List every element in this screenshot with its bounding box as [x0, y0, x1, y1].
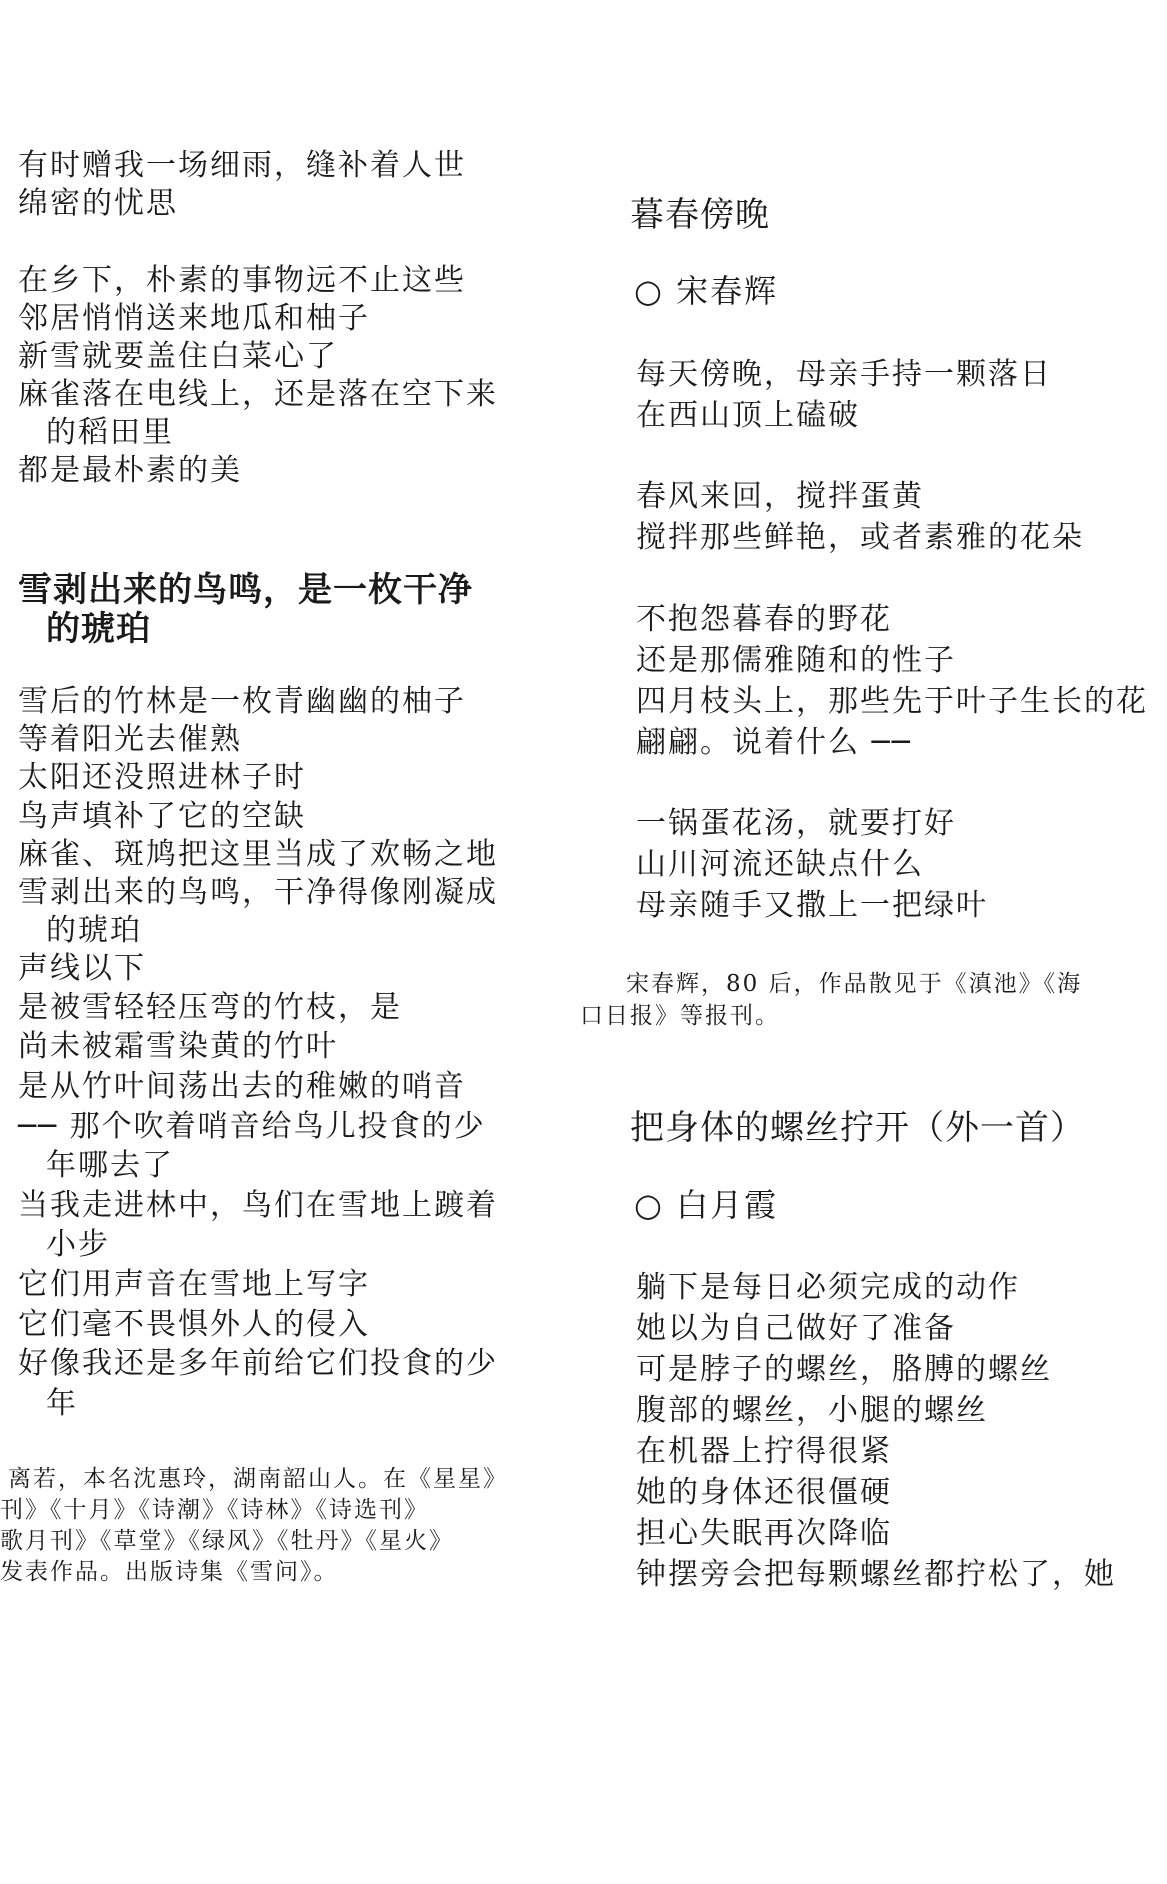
- poem-line: 担心失眠再次降临: [636, 1516, 892, 1551]
- poem-title: 暮春傍晚: [630, 195, 770, 235]
- author-bio: 离若，本名沈惠玲，湖南韶山人。在《星星》: [8, 1466, 508, 1492]
- poem-line: 躺下是每日必须完成的动作: [636, 1270, 1020, 1305]
- poem-title: 的琥珀: [46, 609, 151, 649]
- poem-line: 麻雀、斑鸠把这里当成了欢畅之地: [18, 837, 498, 872]
- poem-title: 雪剥出来的鸟鸣，是一枚干净: [18, 570, 473, 610]
- poem-line: 鸟声填补了它的空缺: [18, 799, 306, 834]
- poem-line: 的琥珀: [46, 913, 142, 948]
- poem-line: 还是那儒雅随和的性子: [636, 643, 956, 678]
- poem-author: ○ 白月霞: [634, 1186, 779, 1224]
- poem-line: 翩翩。说着什么 ──: [636, 725, 912, 760]
- poem-line: 太阳还没照进林子时: [18, 760, 306, 795]
- poem-line: 是从竹叶间荡出去的稚嫩的哨音: [18, 1069, 466, 1104]
- poem-line: 搅拌那些鲜艳，或者素雅的花朵: [636, 520, 1084, 555]
- poem-line: 她的身体还很僵硬: [636, 1475, 892, 1510]
- poem-line: 雪剥出来的鸟鸣，干净得像刚凝成: [18, 875, 498, 910]
- poem-author: ○ 宋春辉: [634, 272, 779, 310]
- poem-line: 麻雀落在电线上，还是落在空下来: [18, 377, 498, 412]
- poem-line: ── 那个吹着哨音给鸟儿投食的少: [18, 1109, 486, 1144]
- poem-line: 四月枝头上，那些先于叶子生长的花: [636, 684, 1148, 719]
- poem-line: 一锅蛋花汤，就要打好: [636, 806, 956, 841]
- poem-line: 在西山顶上磕破: [636, 398, 860, 433]
- poem-line: 邻居悄悄送来地瓜和柚子: [18, 301, 370, 336]
- poem-line: 母亲随手又撒上一把绿叶: [636, 888, 988, 923]
- poem-line: 的稻田里: [46, 415, 174, 450]
- poem-line: 有时赠我一场细雨，缝补着人世: [18, 148, 466, 183]
- author-bio: 口日报》等报刊。: [580, 1003, 780, 1029]
- poem-line: 绵密的忧思: [18, 186, 178, 221]
- poem-line: 可是脖子的螺丝，胳膊的螺丝: [636, 1352, 1052, 1387]
- poem-line: 腹部的螺丝，小腿的螺丝: [636, 1393, 988, 1428]
- poem-line: 好像我还是多年前给它们投食的少: [18, 1346, 498, 1381]
- poem-line: 她以为自己做好了准备: [636, 1311, 956, 1346]
- poem-line: 是被雪轻轻压弯的竹枝，是: [18, 990, 402, 1025]
- poem-line: 等着阳光去催熟: [18, 722, 242, 757]
- poem-line: 每天傍晚，母亲手持一颗落日: [636, 357, 1052, 392]
- poem-line: 年哪去了: [46, 1148, 174, 1183]
- poem-line: 春风来回，搅拌蛋黄: [636, 479, 924, 514]
- poem-line: 雪后的竹林是一枚青幽幽的柚子: [18, 684, 466, 719]
- poem-line: 都是最朴素的美: [18, 453, 242, 488]
- poem-line: 山川河流还缺点什么: [636, 847, 924, 882]
- poem-line: 当我走进林中，鸟们在雪地上踱着: [18, 1188, 498, 1223]
- author-bio: 刊》《十月》《诗潮》《诗林》《诗选刊》: [0, 1497, 429, 1523]
- poem-title: 把身体的螺丝拧开（外一首）: [630, 1108, 1085, 1148]
- poem-line: 在乡下，朴素的事物远不止这些: [18, 263, 466, 298]
- poem-line: 声线以下: [18, 951, 146, 986]
- author-bio: 发表作品。出版诗集《雪问》。: [0, 1559, 339, 1585]
- poem-line: 尚未被霜雪染黄的竹叶: [18, 1029, 338, 1064]
- poem-line: 它们毫不畏惧外人的侵入: [18, 1307, 370, 1342]
- poem-line: 小步: [46, 1227, 110, 1262]
- poem-line: 不抱怨暮春的野花: [636, 602, 892, 637]
- poem-line: 钟摆旁会把每颗螺丝都拧松了，她: [636, 1557, 1116, 1592]
- poem-line: 在机器上拧得很紧: [636, 1434, 892, 1469]
- poem-line: 新雪就要盖住白菜心了: [18, 339, 338, 374]
- author-bio: 宋春辉，80 后，作品散见于《滇池》《海: [626, 971, 1083, 997]
- poem-line: 它们用声音在雪地上写字: [18, 1267, 370, 1302]
- poem-line: 年: [46, 1386, 78, 1421]
- author-bio: 歌月刊》《草堂》《绿风》《牡丹》《星火》: [0, 1528, 454, 1554]
